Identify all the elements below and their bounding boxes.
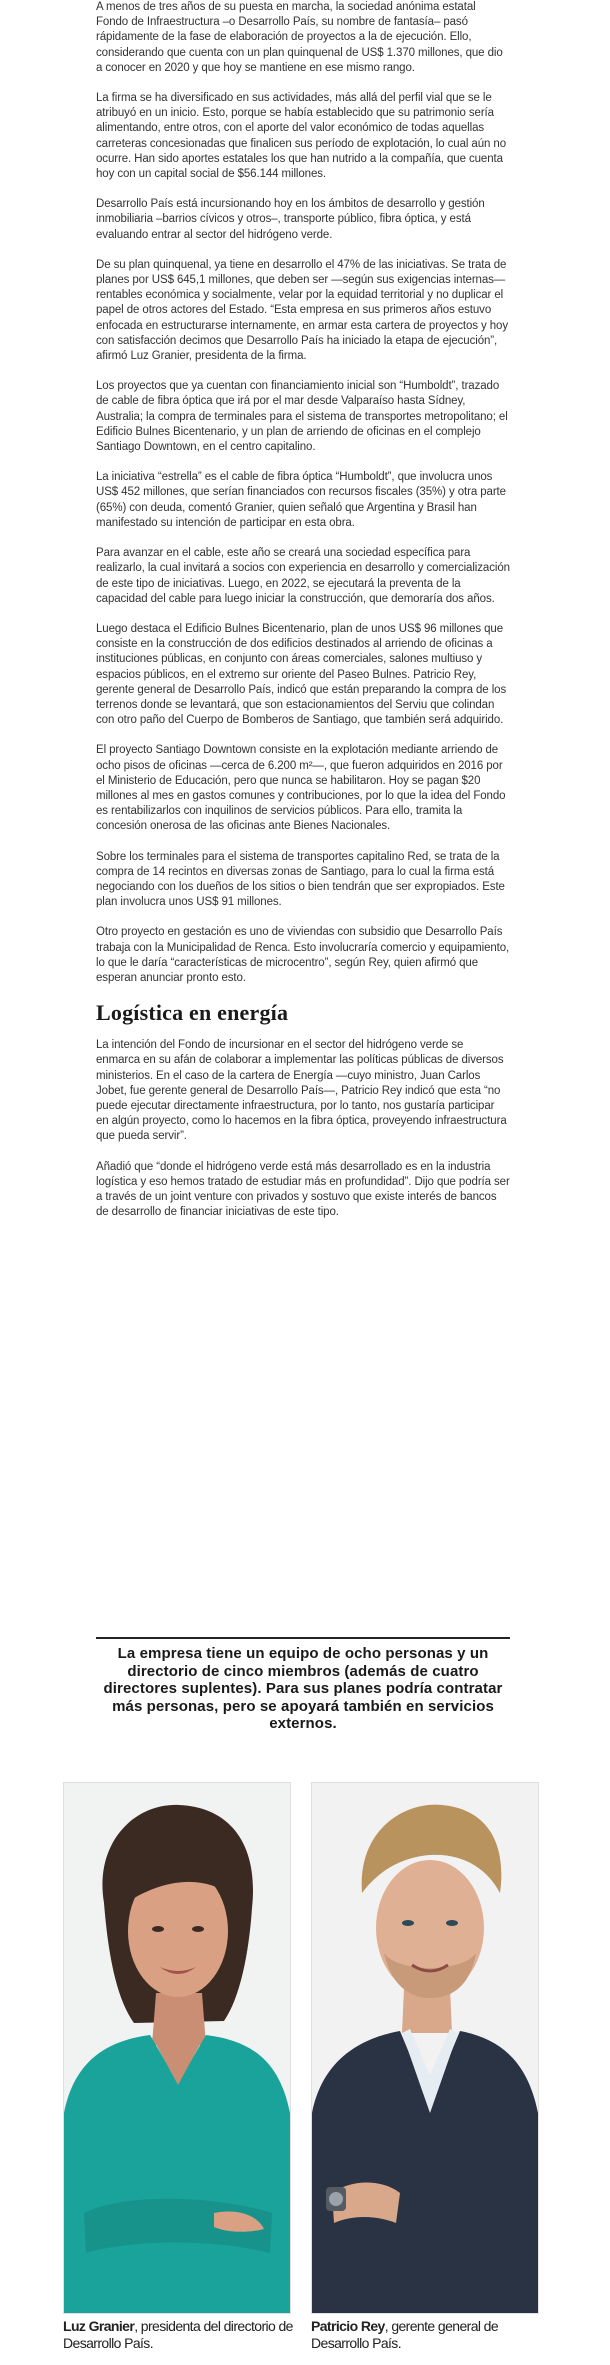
article-paragraph: Los proyectos que ya cuentan con financiamiento inicial son “Humboldt”, trazado de cable de fibra óptica que irá por el mar desde Valparaíso hasta Sídney, Australia; la compra de terminales para el sistema de transportes metropolitano; el Edificio Bulnes Bicentenario, y un plan de arriendo de oficinas en el complejo Santiago Downtown, en el centro capitalino. — [96, 380, 508, 454]
portrait-man-illustration — [312, 1783, 538, 2313]
portrait-woman-illustration — [64, 1783, 290, 2313]
article-paragraph: Desarrollo País está incursionando hoy en los ámbitos de desarrollo y gestión inmobiliaria –barrios cívicos y otros–, transporte público, fibra óptica, y está evaluando entrar al sector del hidrógeno verde. — [96, 198, 485, 241]
article-paragraph: Luego destaca el Edificio Bulnes Bicentenario, plan de unos US$ 96 millones que consiste en la construcción de dos edificios destinados al arriendo de oficinas a instituciones públicas, en conjunto con áreas comerciales, salones multiuso y espacios públicos, en el extremo sur oriente del Paseo Bulnes. Patricio Rey, gerente general de Desarrollo País, indicó que están preparando la compra de los terrenos donde se levantará, que son estacionamientos del Serviu que colindan con otro paño del Cuerpo de Bomberos de Santiago, que también será adquirido. — [96, 622, 507, 727]
section-heading: Logística en energía — [96, 1000, 289, 1026]
article-paragraph: La iniciativa “estrella” es el cable de fibra óptica “Humboldt”, que involucra unos US$ 452 millones, que serían financiados con recursos fiscales (35%) y otra parte (65%) con deuda, comentó Granier, quien señaló que Argentina y Brasil han manifestado su intención de participar en esta obra. — [96, 471, 506, 529]
article-paragraph: Otro proyecto en gestación es uno de viviendas con subsidio que Desarrollo País trabaja con la Municipalidad de Renca. Esto involucraría comercio y equipamiento, lo que le daría “características de microcentro”, según Rey, quien afirmó que esperan anunciar pronto esto. — [96, 926, 510, 984]
article-body — [96, 0, 510, 1220]
article-paragraph: Añadió que “donde el hidrógeno verde está más desarrollado es en la industria logística y eso hemos tratado de estudiar más en profundidad”. Dijo que podría ser a través de un joint venture con privados y sostuvo que existe interés de bancos de desarrollo de financiar iniciativas de este tipo. — [96, 1160, 510, 1219]
caption-name: Patricio Rey — [311, 2318, 385, 2334]
article-paragraph: De su plan quinquenal, ya tiene en desarrollo el 47% de las iniciativas. Se trata de planes por US$ 645,1 millones, que deben ser —según sus exigencias internas— rentables económica y socialmente, velar por la equidad territorial y no duplicar el papel de otros actores del Estado. “Esta empresa en sus primeros años estuvo enfocada en estructurarse internamente, en armar esta cartera de proyectos y hoy con satisfacción decimos que Desarrollo País ha iniciado la etapa de ejecución”, afirmó Luz Granier, presidenta de la firma. — [96, 258, 508, 363]
caption-name: Luz Granier — [63, 2318, 135, 2334]
photo-caption — [63, 2318, 295, 2352]
photo-caption — [311, 2318, 543, 2352]
caption-role: , gerente general de Desarrollo País. — [311, 2318, 499, 2351]
caption-role: , presidenta del directorio de Desarrollo País. — [63, 2318, 293, 2351]
photo-patricio-rey — [311, 1782, 539, 2314]
pull-quote-box — [96, 1637, 510, 1733]
article-paragraph: El proyecto Santiago Downtown consiste en la explotación mediante arriendo de ocho pisos de oficinas —cerca de 6.200 m²—, que fueron adquiridos en 2016 por el Ministerio de Educación, pero que nunca se habilitaron. Hoy se pagan $20 millones al mes en gastos comunes y contribuciones, por lo que la idea del Fondo es rentabilizarlos con inquilinos de servicios públicos. Para ello, tramita la concesión onerosa de las oficinas ante Bienes Nacionales. — [96, 744, 506, 833]
article-paragraph: Para avanzar en el cable, este año se creará una sociedad específica para realizarlo, la cual invitará a socios con experiencia en desarrollo y comercialización de este tipo de iniciativas. Luego, en 2022, se ejecutará la preventa de la capacidad del cable para luego iniciar la construcción, que demoraría dos años. — [96, 547, 510, 605]
article-paragraph: Sobre los terminales para el sistema de transportes capitalino Red, se trata de la compra de 14 recintos en diversas zonas de Santiago, para lo cual la firma está negociando con los dueños de los sitios o bien tendrán que ser expropiados. Este plan involucra unos US$ 91 millones. — [96, 850, 505, 909]
article-paragraph: La intención del Fondo de incursionar en el sector del hidrógeno verde se enmarca en su afán de colaborar a implementar las políticas públicas de diversos ministerios. En el caso de la cartera de Energía —cuyo ministro, Juan Carlos Jobet, fue gerente general de Desarrollo País—, Patricio Rey indicó que esta “no puede ejecutar directamente infraestructura, por lo tanto, nos gustaría participar en algún proyecto, como lo hacemos en la fibra óptica, proveyendo infraestructura que pueda servir”. — [96, 1039, 507, 1143]
article-paragraph: A menos de tres años de su puesta en marcha, la sociedad anónima estatal Fondo de Infraestructura –o Desarrollo País, su nombre de fantasía– pasó rápidamente de la fase de elaboración de proyectos a la de ejecución. Ello, considerando que cuenta con un plan quinquenal de US$ 1.370 millones, que dio a conocer en 2020 y que hoy se mantiene en ese mismo rango. — [96, 1, 503, 74]
pull-quote: La empresa tiene un equipo de ocho personas y un directorio de cinco miembros (además de cuatro directores suplentes). Para sus planes podría contratar más personas, pero se apoyará también en servicios externos. — [103, 1645, 503, 1732]
article-paragraph: La firma se ha diversificado en sus actividades, más allá del perfil vial que se le atribuyó en un inicio. Esto, porque se había establecido que su patrimonio sería alimentando, entre otros, con el aporte del valor económico de todas aquellas carreteras concesionadas que finalicen sus período de explotación, lo cual aún no ocurre. Han sido aportes estatales los que han nutrido a la compañía, que cuenta hoy con un capital social de $56.144 millones. — [96, 92, 507, 181]
photo-luz-granier — [63, 1782, 291, 2314]
